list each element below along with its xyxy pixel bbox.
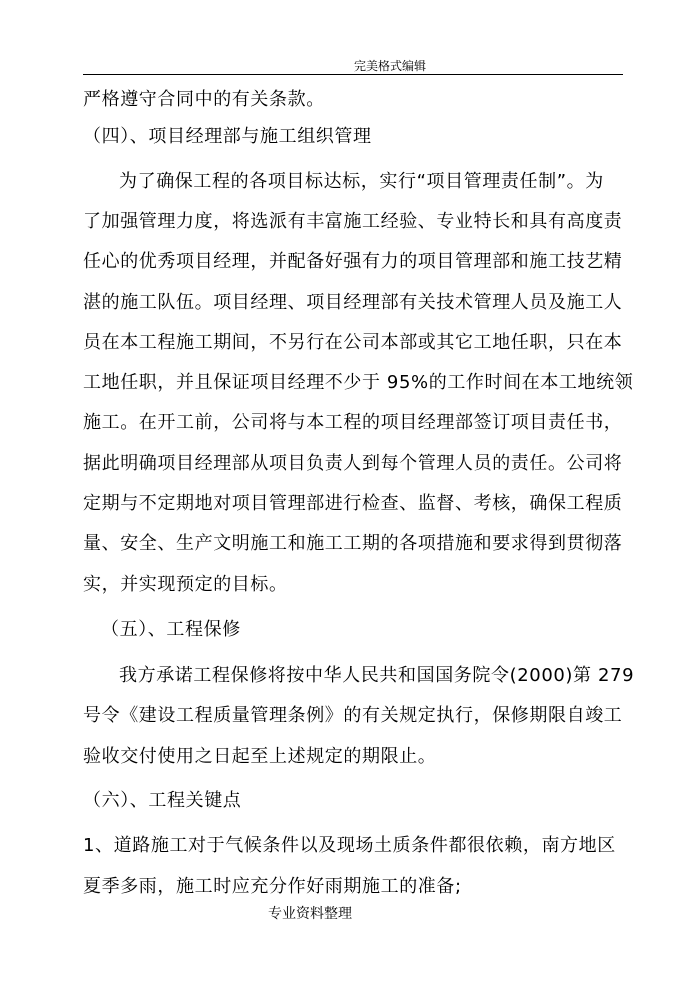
- header-divider: [83, 74, 623, 75]
- text-line: 我方承诺工程保修将按中华人民共和国国务院令(2000)第 279: [119, 665, 635, 686]
- text-line: 1、道路施工对于气候条件以及现场土质条件都很依赖，南方地区: [83, 835, 616, 856]
- text-line: 施工。在开工前，公司将与本工程的项目经理部签订项目责任书，: [83, 412, 623, 433]
- text-line: 工地任职，并且保证项目经理不少于 95%的工作时间在本工地统领: [83, 372, 634, 393]
- page-header-title: 完美格式编辑: [353, 59, 426, 73]
- text-line: 为了确保工程的各项目标达标，实行“项目管理责任制”。为: [119, 171, 604, 192]
- text-line: 号令《建设工程质量管理条例》的有关规定执行，保修期限自竣工: [83, 705, 623, 726]
- page-footer-text: 专业资料整理: [268, 906, 352, 922]
- text-line: 验收交付使用之日起至上述规定的期限止。: [83, 746, 437, 767]
- text-line: 实，并实现预定的目标。: [83, 574, 288, 595]
- text-line: 量、安全、生产文明施工和施工工期的各项措施和要求得到贯彻落: [83, 533, 623, 554]
- text-line: 任心的优秀项目经理，并配备好强有力的项目管理部和施工技艺精: [83, 251, 623, 272]
- text-line: 湛的施工队伍。项目经理、项目经理部有关技术管理人员及施工人: [83, 292, 623, 313]
- text-line: 严格遵守合同中的有关条款。: [83, 89, 325, 110]
- text-line: 了加强管理力度，将选派有丰富施工经验、专业特长和具有高度责: [83, 211, 623, 232]
- text-line: 据此明确项目经理部从项目负责人到每个管理人员的责任。公司将: [83, 453, 623, 474]
- text-line: 员在本工程施工期间，不另行在公司本部或其它工地任职，只在本: [83, 332, 623, 353]
- text-line: 夏季多雨，施工时应充分作好雨期施工的准备;: [83, 876, 462, 897]
- section-heading-6: （六）、工程关键点: [83, 790, 242, 811]
- text-line: 定期与不定期地对项目管理部进行检查、监督、考核，确保工程质: [83, 493, 623, 514]
- section-heading-4: （四）、项目经理部与施工组织管理: [83, 126, 372, 147]
- section-heading-5: （五）、工程保修: [101, 619, 241, 640]
